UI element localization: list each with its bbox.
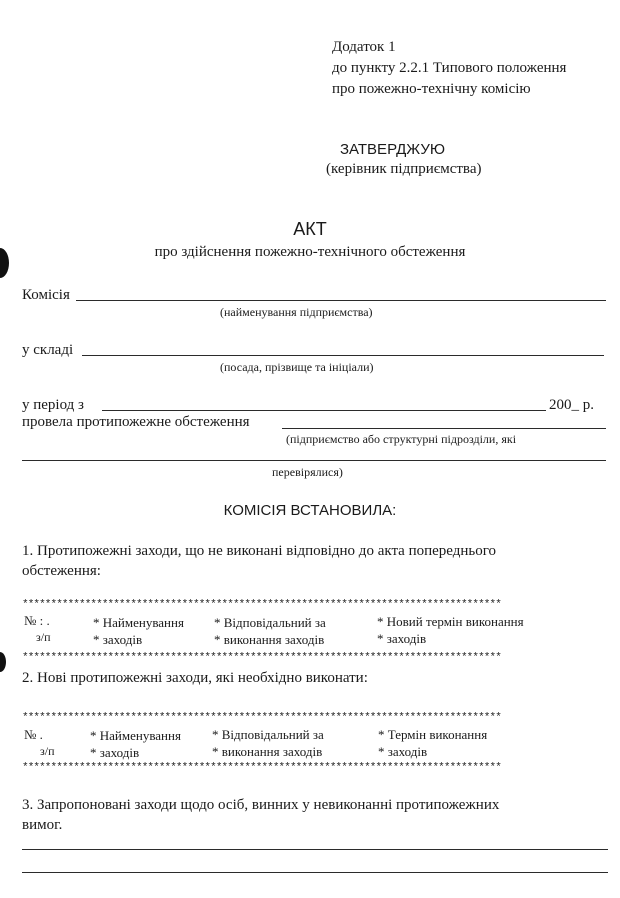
appendix-line-1: Додаток 1 bbox=[332, 39, 396, 55]
period-year: 200_ р. bbox=[549, 397, 594, 413]
section1-col-name-2: * заходів bbox=[93, 632, 143, 647]
commission-hint: (найменування підприємства) bbox=[220, 305, 373, 319]
section1-col-term-1: * Новий термін виконання bbox=[377, 614, 524, 629]
section1-separator-top: ************************************************************************************ bbox=[22, 599, 501, 611]
section3-field-line-2[interactable] bbox=[22, 872, 608, 873]
period-field-line[interactable] bbox=[102, 410, 546, 411]
inspection-field-line[interactable] bbox=[282, 428, 606, 429]
section2-col-name-1: * Найменування bbox=[90, 728, 181, 743]
section1-col-name-1: * Найменування bbox=[93, 615, 184, 630]
inspection-label: провела протипожежне обстеження bbox=[22, 414, 250, 430]
binder-hole-bottom bbox=[0, 652, 6, 672]
inspection-field-line-2[interactable] bbox=[22, 460, 606, 461]
act-subtitle: про здійснення пожежно-технічного обстеження bbox=[154, 244, 466, 260]
section2-col-name-2: * заходів bbox=[90, 745, 140, 760]
section1-text-1: 1. Протипожежні заходи, що не виконані відповідно до акта попереднього bbox=[22, 543, 497, 559]
section1-col-resp-1: * Відповідальний за bbox=[214, 615, 326, 630]
commission-label: Комісія bbox=[22, 287, 70, 303]
appendix-line-2: до пункту 2.2.1 Типового положення bbox=[332, 60, 567, 76]
period-label: у період з bbox=[22, 397, 84, 413]
section3-text-2: вимог. bbox=[22, 817, 63, 833]
section1-col-no-sub: з/п bbox=[36, 630, 51, 644]
section2-col-resp-1: * Відповідальний за bbox=[212, 727, 324, 742]
section2-separator-top: ************************************************************************************ bbox=[22, 712, 501, 724]
composition-hint: (посада, прізвище та ініціали) bbox=[220, 360, 374, 374]
approval-title: ЗАТВЕРДЖУЮ bbox=[340, 141, 446, 158]
section1-col-no: № : . bbox=[24, 613, 50, 628]
section2-separator-bottom: ************************************************************************************ bbox=[22, 762, 501, 774]
section1-col-term-2: * заходів bbox=[377, 631, 427, 646]
section1-separator-bottom: ************************************************************************************ bbox=[22, 652, 501, 664]
composition-label: у складі bbox=[22, 342, 74, 358]
established-title: КОМІСІЯ ВСТАНОВИЛА: bbox=[223, 502, 397, 519]
section2-text: 2. Нові протипожежні заходи, які необхідно виконати: bbox=[22, 670, 368, 686]
section1-text-2: обстеження: bbox=[22, 563, 101, 579]
approval-subtitle: (керівник підприємства) bbox=[326, 161, 482, 177]
section3-text-1: 3. Запропоновані заходи щодо осіб, винних у невиконанні протипожежних bbox=[22, 797, 500, 813]
section2-col-term-1: * Термін виконання bbox=[378, 727, 488, 742]
appendix-line-3: про пожежно-технічну комісію bbox=[332, 81, 531, 97]
section2-col-no: № . bbox=[24, 727, 43, 742]
composition-field-line[interactable] bbox=[82, 355, 604, 356]
section2-col-no-sub: з/п bbox=[40, 744, 55, 758]
section1-col-resp-2: * виконання заходів bbox=[214, 632, 325, 647]
section2-col-term-2: * заходів bbox=[378, 744, 428, 759]
inspection-hint-1: (підприємство або структурні підрозділи, які bbox=[286, 432, 517, 446]
section2-col-resp-2: * виконання заходів bbox=[212, 744, 323, 759]
act-title: АКТ bbox=[293, 219, 327, 239]
section3-field-line-1[interactable] bbox=[22, 849, 608, 850]
inspection-hint-2: перевірялися) bbox=[272, 465, 343, 479]
commission-field-line[interactable] bbox=[76, 300, 606, 301]
